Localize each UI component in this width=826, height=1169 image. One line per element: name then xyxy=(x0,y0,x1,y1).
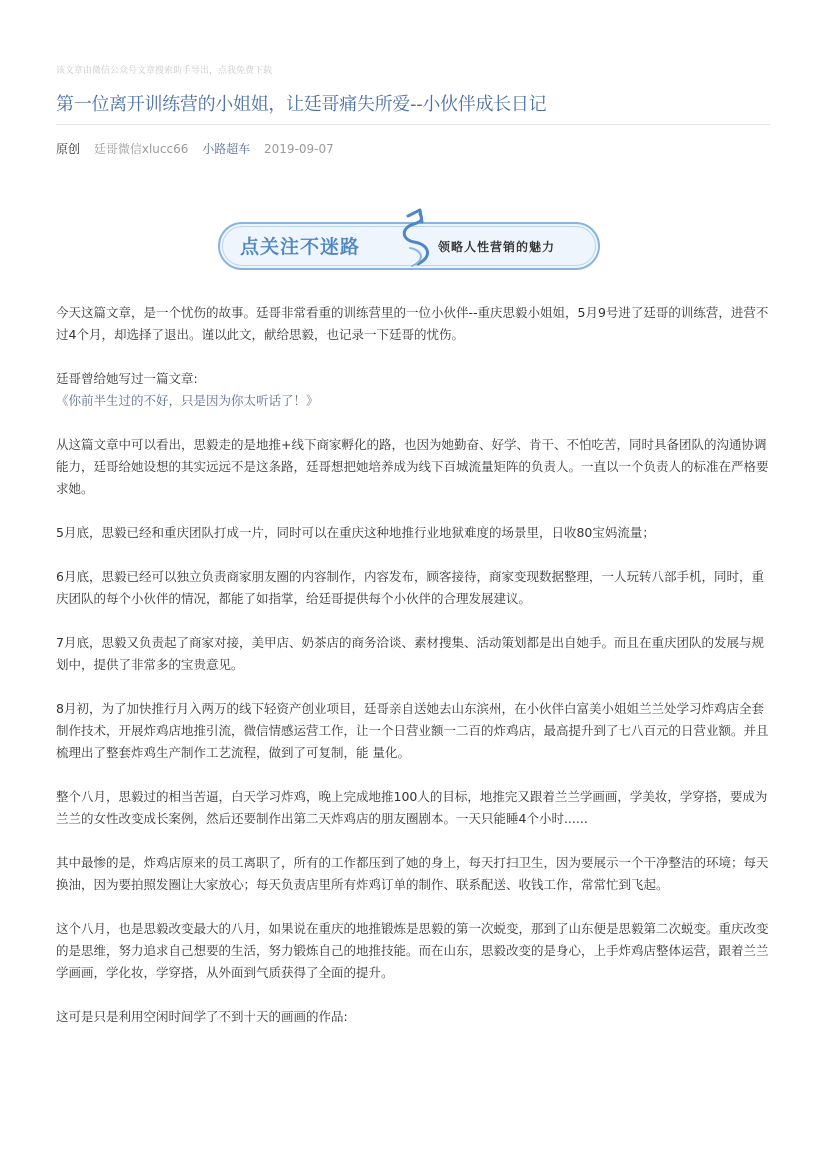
paragraph: 整个八月，思毅过的相当苦逼，白天学习炸鸡，晚上完成地推100人的目标，地推完又跟着兰兰学画画，学美妆，学穿搭，要成为兰兰的女性改变成长案例，然后还要制作出第二天炸鸡店的朋友圈剧本。一天只能睡4个小时...... xyxy=(56,789,768,826)
account-link[interactable]: 小路超车 xyxy=(202,142,251,156)
article-meta xyxy=(56,140,344,158)
original-badge: 原创 xyxy=(56,142,81,156)
paragraph: 从这篇文章中可以看出，思毅走的是地推+线下商家孵化的路，也因为她勤奋、好学、肯干、不怕吃苦，同时具备团队的沟通协调能力，廷哥给她设想的其实远远不是这条路，廷哥想把她培养成为线下百城流量矩阵的负责人。一直以一个负责人的标准在严格要求她。 xyxy=(56,437,769,496)
paragraph: 这个八月，也是思毅改变最大的八月，如果说在重庆的地推锻炼是思毅的第一次蜕变，那到了山东便是思毅第二次蜕变。重庆改变的是思维，努力追求自己想要的生活，努力锻炼自己的地推技能。而在山东，思毅改变的是身心，上手炸鸡店整体运营，跟着兰兰学画画，学化妆，学穿搭，从外面到气质获得了全面的提升。 xyxy=(56,921,769,980)
article-title: 第一位离开训练营的小姐姐，让廷哥痛失所爱--小伙伴成长日记 xyxy=(56,94,547,115)
follow-banner xyxy=(218,206,604,274)
title-divider xyxy=(56,124,770,125)
paragraph-text: 廷哥曾给她写过一篇文章: xyxy=(56,371,198,386)
paragraph: 其中最惨的是，炸鸡店原来的员工离职了，所有的工作都压到了她的身上，每天打扫卫生，因为要展示一个干净整洁的环境；每天换油，因为要拍照发圈让大家放心；每天负责店里所有炸鸡订单的制作、联系配送、收钱工作，常常忙到飞起。 xyxy=(56,855,769,892)
author-name: 廷哥微信xlucc66 xyxy=(93,142,189,156)
paragraph-with-link xyxy=(56,368,770,412)
banner-sub-text: 领略人性营销的魅力 xyxy=(438,240,556,254)
paragraph: 7月底，思毅又负责起了商家对接，美甲店、奶茶店的商务洽谈、素材搜集、活动策划都是出自她手。而且在重庆团队的发展与规划中，提供了非常多的宝贵意见。 xyxy=(56,635,764,672)
export-watermark-link[interactable]: 该文章由微信公众号文章搜索助手导出，点我免费下载 xyxy=(56,66,273,76)
article-link[interactable]: 《你前半生过的不好，只是因为你太听话了！》 xyxy=(56,393,319,408)
paragraph: 这可是只是利用空闲时间学了不到十天的画画的作品: xyxy=(56,1009,348,1024)
publish-date: 2019-09-07 xyxy=(264,142,334,156)
curved-arrow-icon xyxy=(384,206,434,272)
banner-main-text: 点关注不迷路 xyxy=(240,236,361,258)
paragraph: 5月底，思毅已经和重庆团队打成一片，同时可以在重庆这种地推行业地狱难度的场景里，日收80宝妈流量； xyxy=(56,525,655,540)
paragraph: 8月初，为了加快推行月入两万的线下轻资产创业项目，廷哥亲自送她去山东滨州，在小伙伴白富美小姐姐兰兰处学习炸鸡店全套制作技术，开展炸鸡店地推引流，微信情感运营工作，让一个日营业额一二百的炸鸡店，最高提升到了七八百元的日营业额。并且梳理出了整套炸鸡生产制作工艺流程，做到了可复制，能 量化。 xyxy=(56,701,769,760)
article-body xyxy=(56,302,770,1050)
paragraph: 今天这篇文章，是一个忧伤的故事。廷哥非常看重的训练营里的一位小伙伴--重庆思毅小姐姐，5月9号进了廷哥的训练营，进营不过4个月，却选择了退出。谨以此文，献给思毅，也记录一下廷哥的忧伤。 xyxy=(56,305,769,342)
paragraph: 6月底，思毅已经可以独立负责商家朋友圈的内容制作，内容发布，顾客接待，商家变现数据整理，一人玩转八部手机，同时，重庆团队的每个小伙伴的情况，都能了如指掌，给廷哥提供每个小伙伴的合理发展建议。 xyxy=(56,569,764,606)
